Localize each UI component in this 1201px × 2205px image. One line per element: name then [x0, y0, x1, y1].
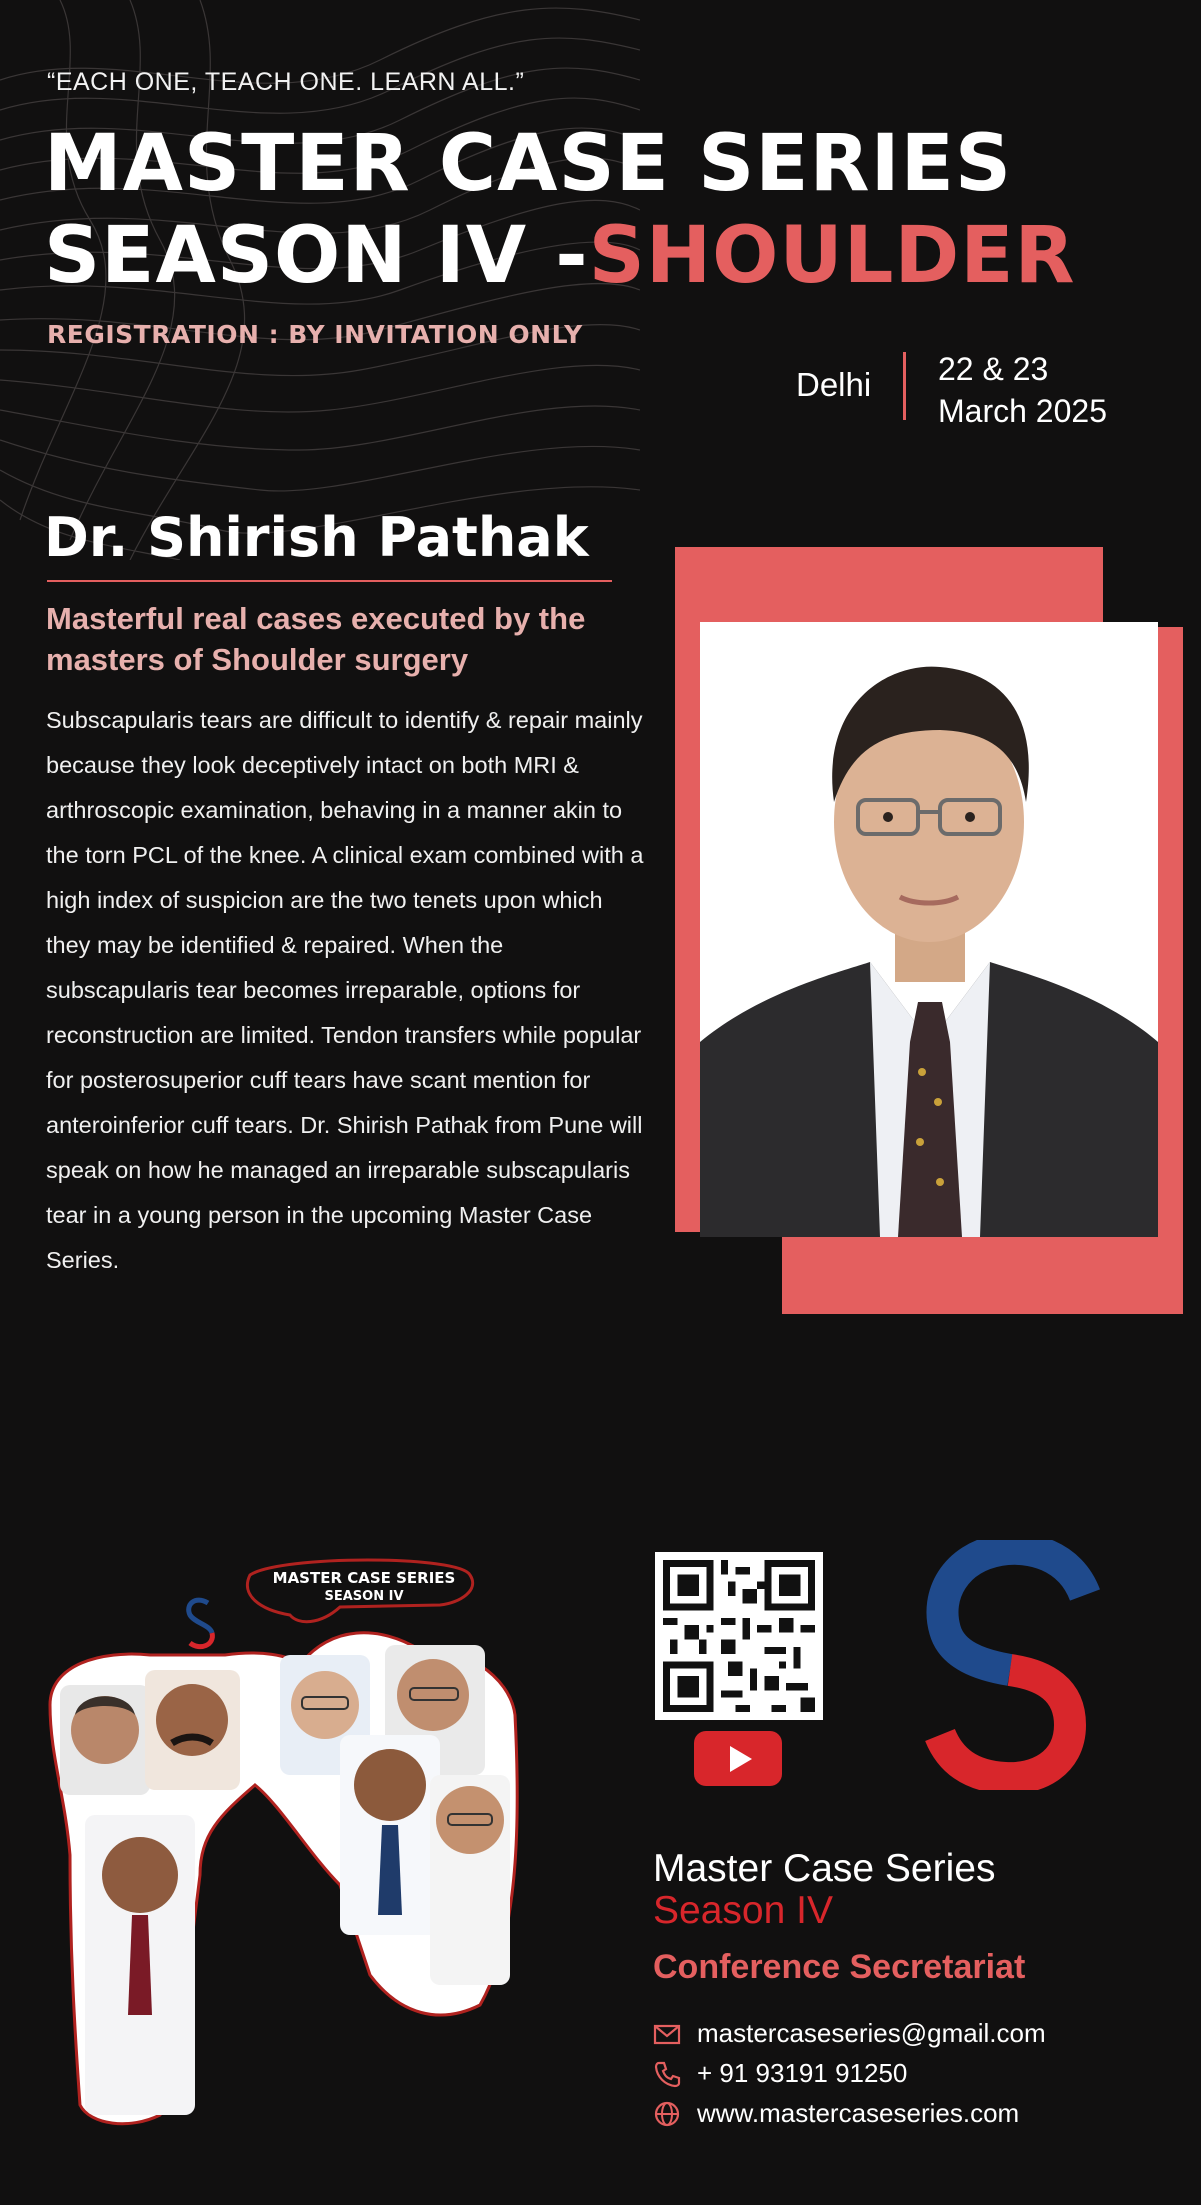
event-location: Delhi: [796, 366, 872, 403]
contact-website[interactable]: www.mastercaseseries.com: [697, 2098, 1020, 2128]
dates-days: 22 & 23: [938, 351, 1049, 387]
youtube-icon[interactable]: [694, 1731, 782, 1786]
speaker-name-underline: [47, 580, 612, 582]
faculty-collage: [40, 1555, 580, 2130]
envelope-icon: [653, 2020, 681, 2048]
photo-frame-accent: [782, 1232, 1183, 1314]
faculty-member: [85, 1815, 195, 2115]
faculty-badge-line1: MASTER CASE SERIES: [272, 1569, 456, 1587]
faculty-member: [430, 1775, 510, 1985]
globe-icon: [653, 2100, 681, 2128]
speaker-photo: [700, 622, 1158, 1237]
title-line-1: MASTER CASE SERIES: [44, 119, 1013, 209]
contact-phone-row[interactable]: [653, 2058, 907, 2089]
phone-icon: [653, 2060, 681, 2088]
event-dates: [938, 348, 1107, 432]
secretariat-heading: Conference Secretariat: [653, 1948, 1026, 1986]
photo-frame-accent: [675, 547, 1103, 627]
speaker-name: Dr. Shirish Pathak: [44, 506, 589, 569]
faculty-badge-line2: SEASON IV: [324, 1589, 404, 1604]
secretariat-series-title: Master Case Series: [653, 1847, 996, 1890]
contact-email[interactable]: mastercaseseries@gmail.com: [697, 2018, 1046, 2048]
title-line-2: [44, 210, 1076, 302]
faculty-member: [340, 1735, 440, 1935]
brand-logo-icon: [920, 1540, 1100, 1790]
title-season: SEASON IV -: [44, 211, 589, 301]
faculty-member: [145, 1670, 240, 1790]
faculty-member: [60, 1685, 150, 1795]
location-date-divider: [903, 352, 906, 420]
small-logo-icon: [189, 1600, 213, 1647]
qr-code[interactable]: [655, 1552, 823, 1720]
contact-website-row[interactable]: [653, 2098, 1019, 2129]
event-tagline: “EACH ONE, TEACH ONE. LEARN ALL.”: [47, 68, 525, 96]
contact-email-row[interactable]: [653, 2018, 1046, 2049]
dates-month-year: March 2025: [938, 393, 1107, 429]
registration-note: REGISTRATION : BY INVITATION ONLY: [47, 320, 583, 349]
speaker-portrait-illustration: [700, 622, 1158, 1237]
speaker-subtitle: Masterful real cases executed by the masters of Shoulder surgery: [46, 601, 586, 677]
title-topic: SHOULDER: [588, 211, 1076, 301]
secretariat-season: Season IV: [653, 1889, 833, 1932]
speaker-bio: Subscapularis tears are difficult to identify & repair mainly because they look deceptively intact on both MRI & arthroscopic examination, behaving in a manner akin to the torn PCL of the knee. A clinical exam combined with a high index of suspicion are the two tenets upon which they may be identified & repaired. When the subscapularis tear becomes irreparable, options for reconstruction are limited. Tendon transfers while popular for posterosuperior cuff tears have scant mention for anteroinferior cuff tears. Dr. Shirish Pathak from Pune will speak on how he managed an irreparable subscapularis tear in a young person in the upcoming Master Case Series.: [46, 707, 644, 1273]
contact-phone[interactable]: + 91 93191 91250: [697, 2058, 908, 2088]
event-title: [44, 118, 1076, 302]
qr-code-pattern: [663, 1560, 815, 1712]
photo-frame-accent: [1158, 627, 1183, 1314]
